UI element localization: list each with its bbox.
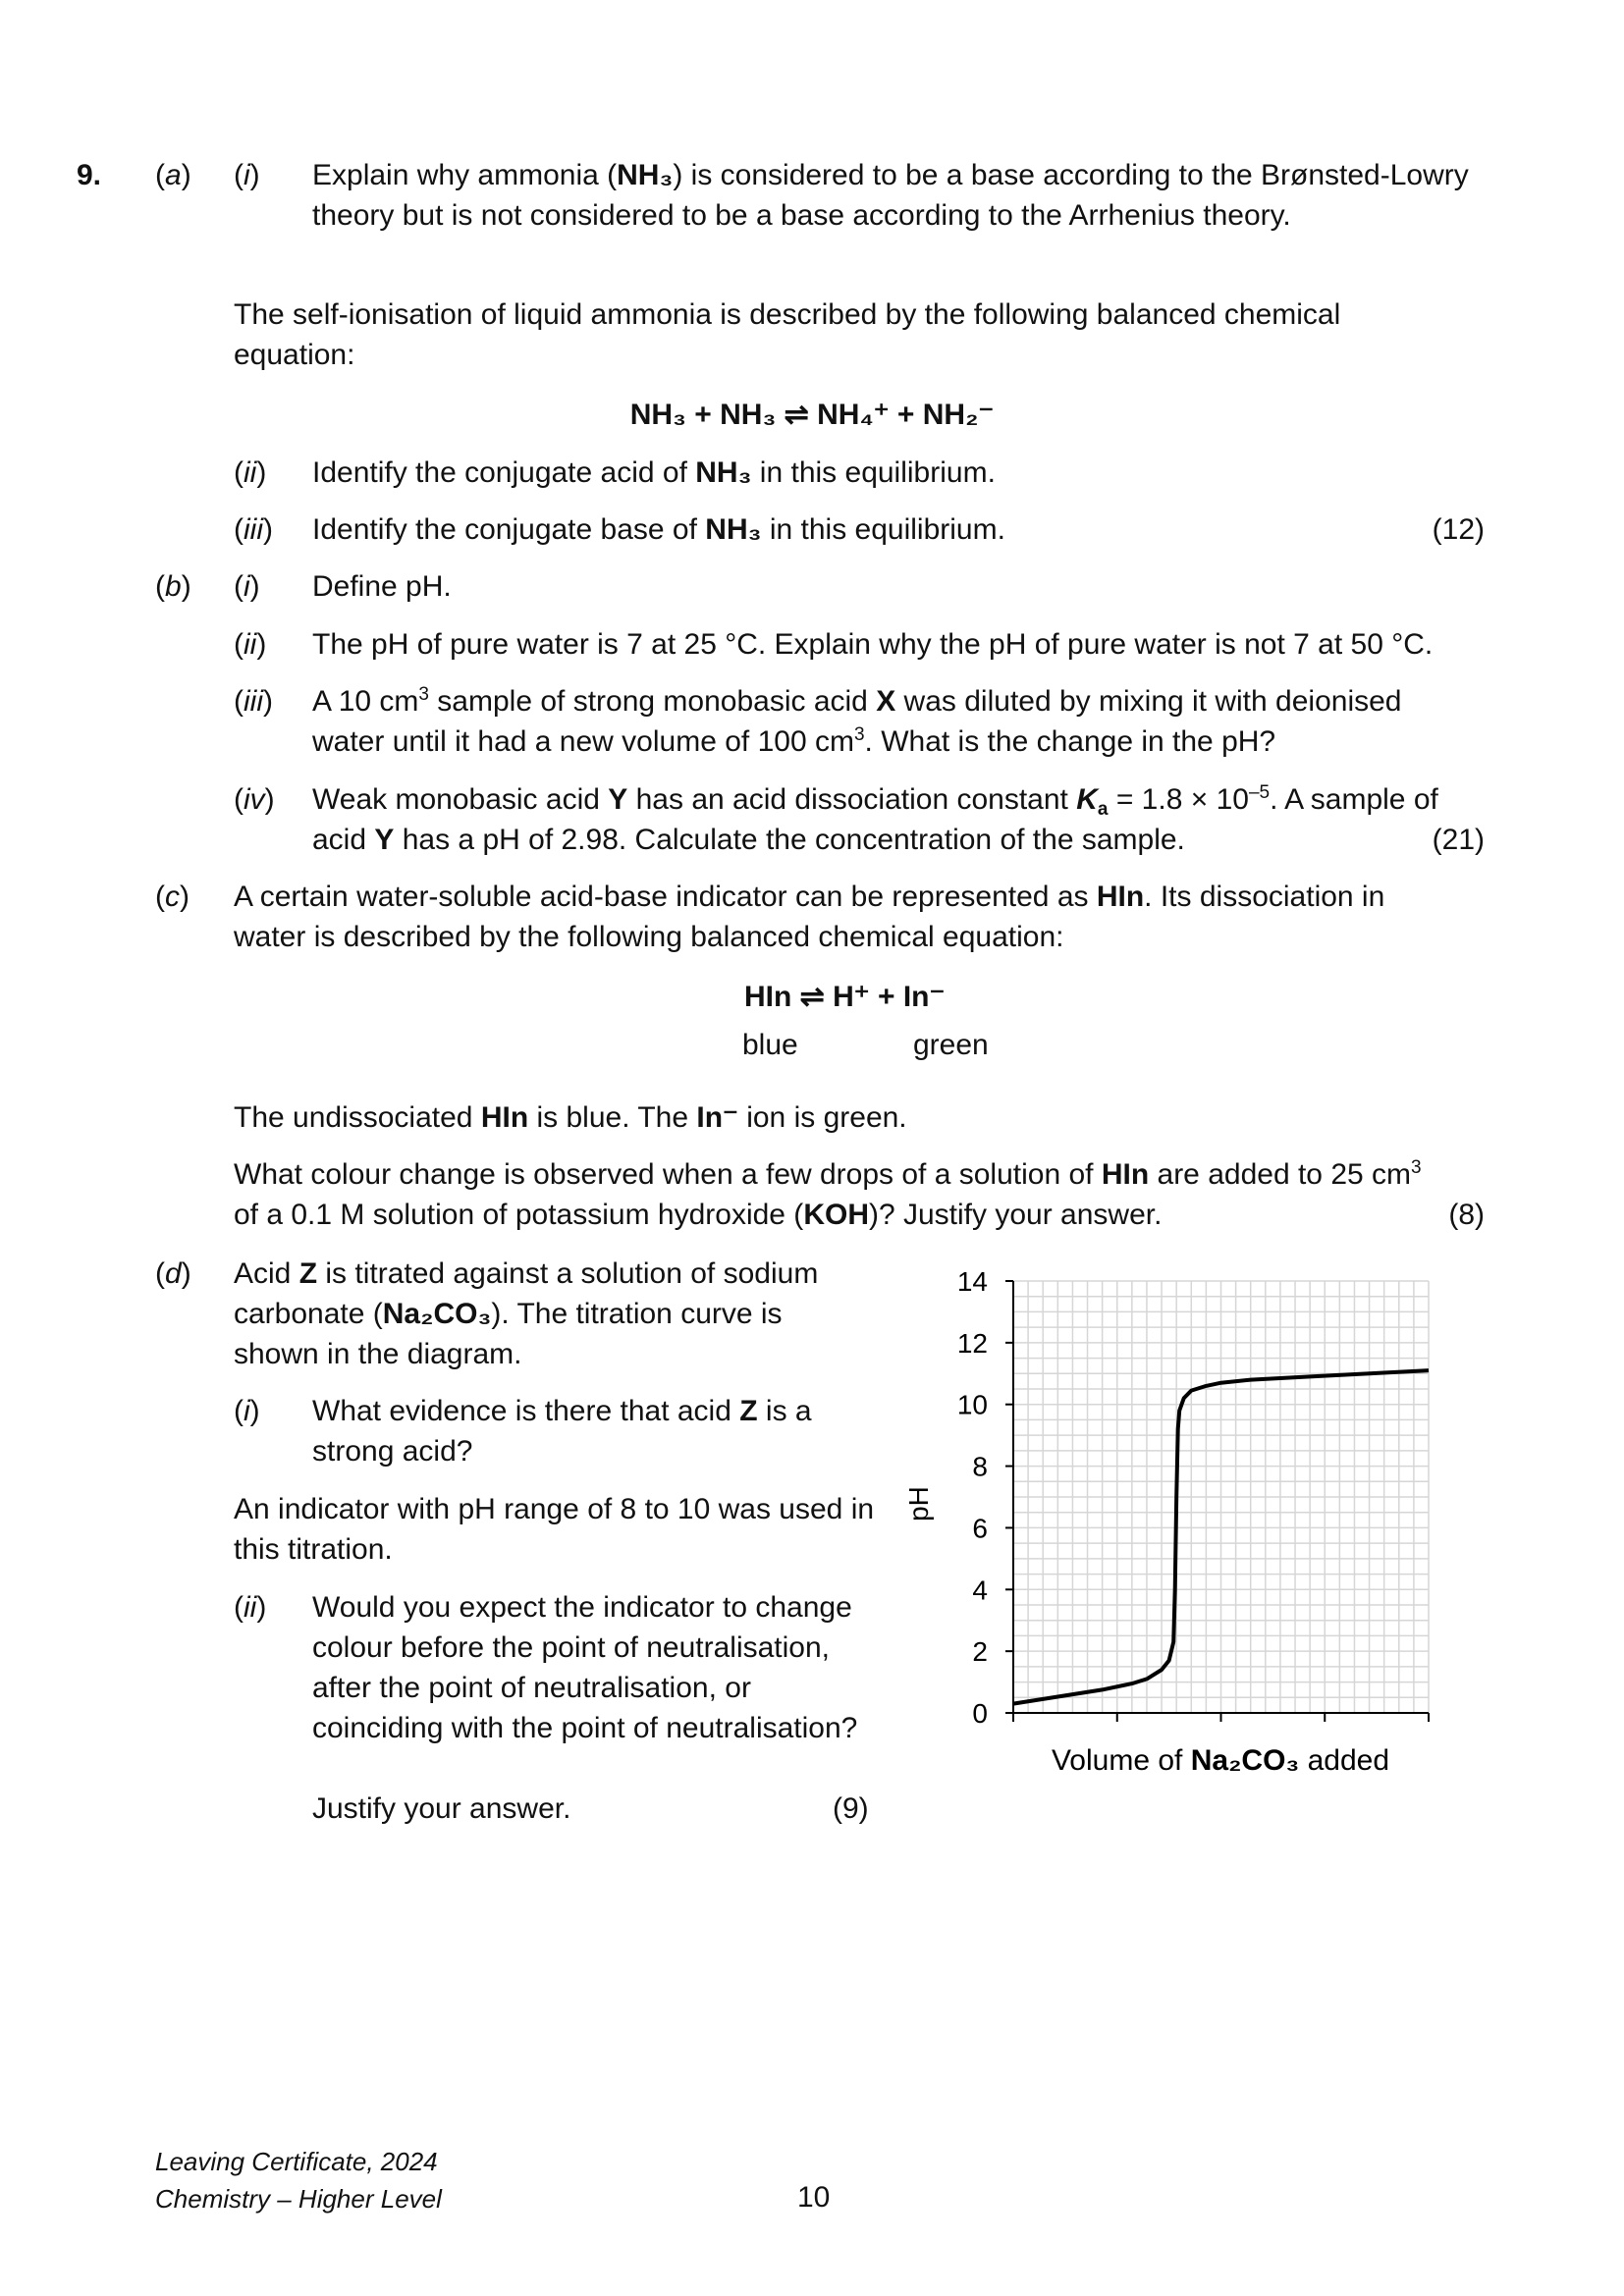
question-number: 9. xyxy=(77,159,102,191)
ammonia-equation: NH₃ + NH₃ ⇌ NH₄⁺ + NH₂⁻ xyxy=(629,399,995,431)
part-a-ii-text: Identify the conjugate acid of NH₃ in this equilibrium. xyxy=(312,456,996,489)
y-tick-label: 6 xyxy=(972,1513,988,1544)
part-d-indicator-intro: An indicator with pH range of 8 to 10 was used in this titration. xyxy=(234,1493,875,1566)
part-a-i-text: Explain why ammonia (NH₃) is considered to be a base according to the Brønsted-Lowry theory but is not considered to be a base according to the Arrhenius theory. xyxy=(312,159,1469,232)
y-axis-label: pH xyxy=(903,1486,934,1522)
chart-grid xyxy=(1013,1281,1429,1713)
footer-exam: Leaving Certificate, 2024 xyxy=(155,2147,438,2176)
part-d-ii-justify: Justify your answer. xyxy=(312,1792,571,1825)
part-b-marks: (21) xyxy=(1432,824,1485,856)
indicator-equation: HIn ⇌ H⁺ + In⁻ xyxy=(744,981,946,1013)
part-c-label: (c) xyxy=(155,881,189,913)
colour-green: green xyxy=(913,1029,989,1061)
y-tick-label: 8 xyxy=(972,1451,988,1482)
part-a-intro: The self-ionisation of liquid ammonia is described by the following balanced chemical equation: xyxy=(234,298,1341,371)
part-d-intro: Acid Z is titrated against a solution of sodium carbonate (Na₂CO₃). The titration curve is shown in the diagram. xyxy=(234,1257,819,1370)
part-a-ii-label: (ii) xyxy=(234,456,267,489)
part-d-i-label: (i) xyxy=(234,1395,260,1427)
part-b-i-text: Define pH. xyxy=(312,570,452,603)
part-a-label: (a) xyxy=(155,159,191,191)
part-c-statement: The undissociated HIn is blue. The In⁻ ion is green. xyxy=(234,1101,907,1134)
y-tick-label: 12 xyxy=(956,1327,988,1359)
part-a-i-label: (i) xyxy=(234,159,260,191)
part-d-ii-label: (ii) xyxy=(234,1591,267,1624)
part-b-ii-label: (ii) xyxy=(234,628,267,661)
y-tick-label: 2 xyxy=(972,1636,988,1668)
part-b-iii-label: (iii) xyxy=(234,685,273,718)
part-a-marks: (12) xyxy=(1432,513,1485,546)
part-b-iv-label: (iv) xyxy=(234,783,275,816)
part-b-label: (b) xyxy=(155,570,191,603)
part-a-iii-text: Identify the conjugate base of NH₃ in this equilibrium. xyxy=(312,513,1005,546)
part-b-ii-text: The pH of pure water is 7 at 25 °C. Explain why the pH of pure water is not 7 at 50 °C. xyxy=(312,628,1434,661)
y-tick-label: 14 xyxy=(956,1266,988,1297)
part-b-i-label: (i) xyxy=(234,570,260,603)
footer-subject: Chemistry – Higher Level xyxy=(155,2184,442,2214)
y-tick-label: 10 xyxy=(956,1389,988,1420)
part-d-marks: (9) xyxy=(833,1792,869,1825)
colour-blue: blue xyxy=(742,1029,798,1061)
page-number: 10 xyxy=(797,2181,831,2214)
y-tick-label: 4 xyxy=(972,1575,988,1606)
part-a-iii-label: (iii) xyxy=(234,513,273,546)
part-d-label: (d) xyxy=(155,1257,191,1290)
y-tick-label: 0 xyxy=(972,1698,988,1729)
part-c-marks: (8) xyxy=(1448,1199,1485,1231)
titration-curve-chart xyxy=(884,1247,1453,1796)
part-d-ii-text: Would you expect the indicator to change colour before the point of neutralisation, after the point of neutralisation, or coinciding with the point of neutralisation? xyxy=(312,1591,858,1744)
part-b-iii-text: A 10 $cm^3$ sample of strong monobasic acid X was diluted by mixing it with deionised water until it had a new volume of 100 $cm^3$. What is the change in the pH? xyxy=(312,684,1402,758)
part-b-iv-text: Weak monobasic acid Y has an acid dissociation constant $K_a = 1.8 \times 10^{-5}$. A sample of acid Y has a pH of 2.98. Calculate the concentration of the sample. xyxy=(312,782,1438,856)
part-d-i-text: What evidence is there that acid Z is a strong acid? xyxy=(312,1395,812,1468)
part-c-question: What colour change is observed when a few drops of a solution of HIn are added to 25 $cm^3$ of a 0.1 M solution of potassium hydroxide (KOH)? Justify your answer. xyxy=(234,1157,1422,1231)
x-axis-label: Volume of Na₂CO₃ added xyxy=(1051,1744,1390,1777)
part-c-intro: A certain water-soluble acid-base indicator can be represented as HIn. Its dissociation in water is described by the following balanced chemical equation: xyxy=(234,881,1385,953)
